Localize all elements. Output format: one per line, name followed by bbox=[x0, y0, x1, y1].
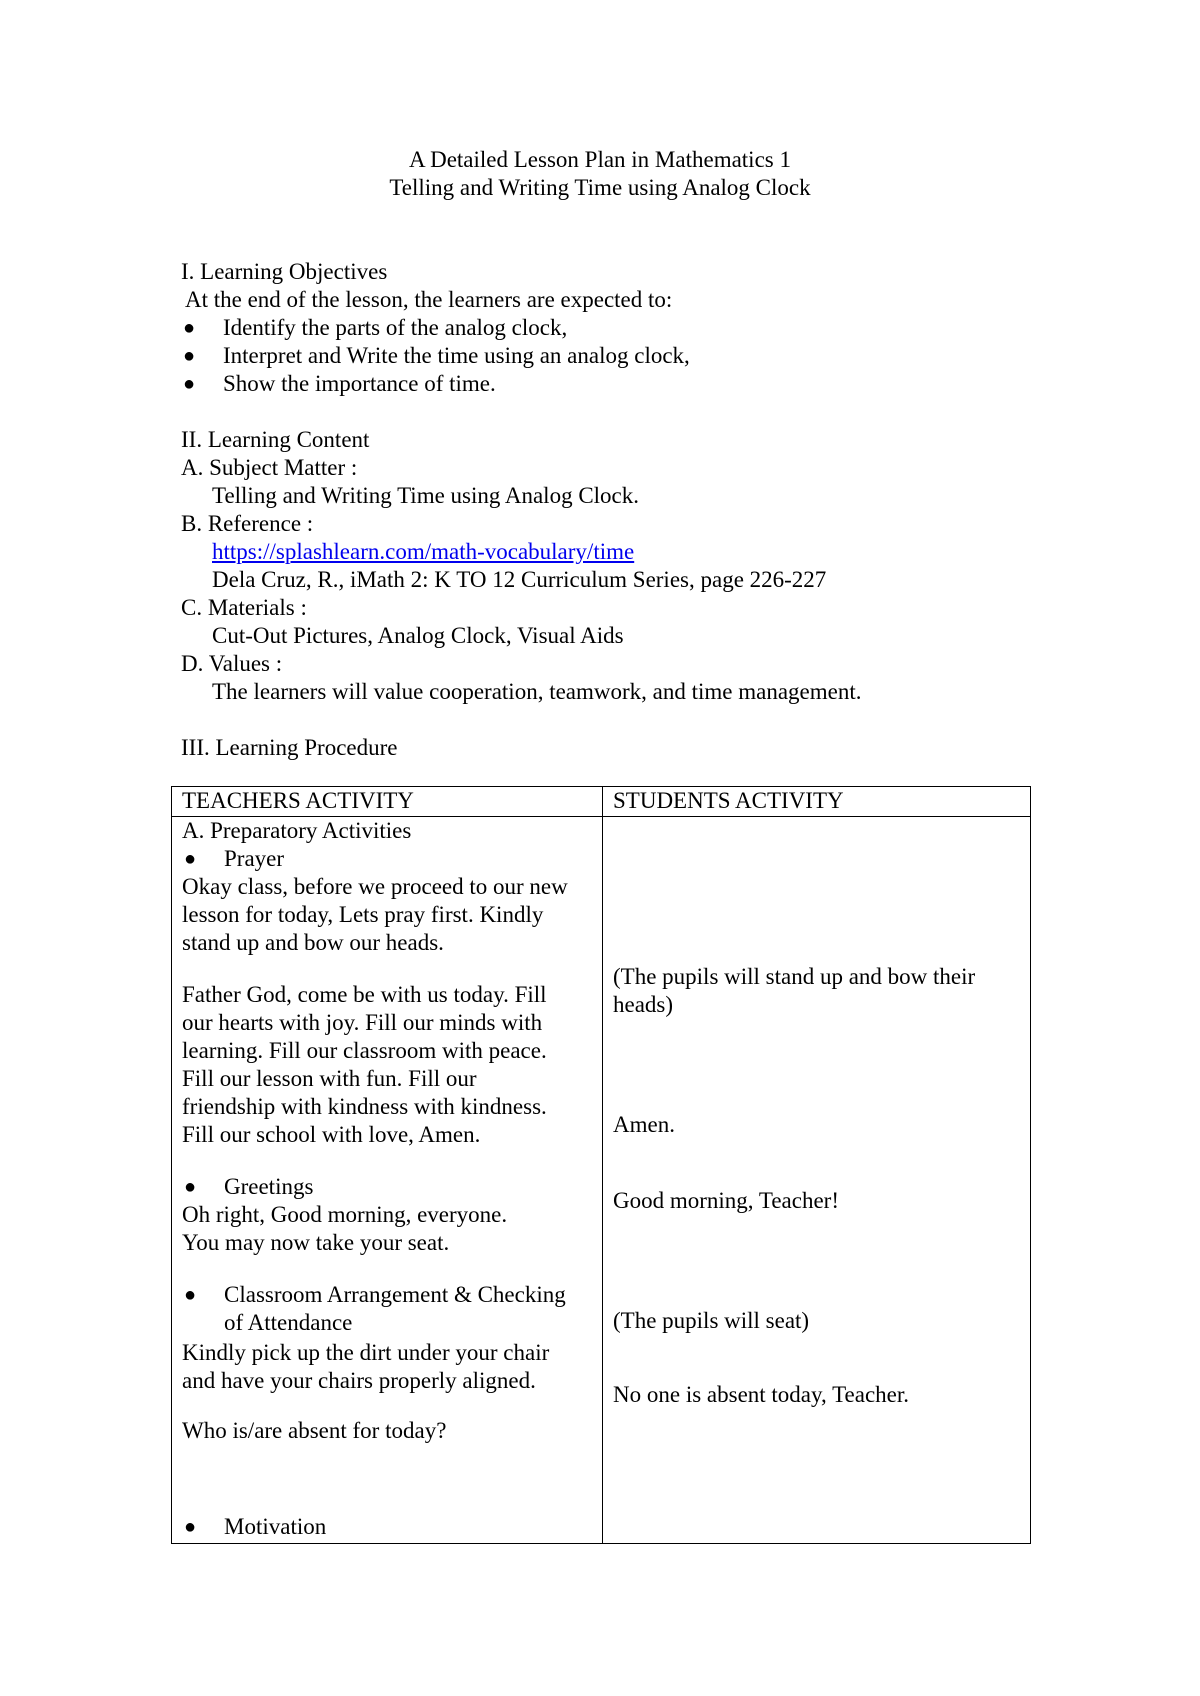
values-label: D. Values : bbox=[181, 651, 283, 676]
procedure-heading: III. Learning Procedure bbox=[181, 735, 398, 760]
student-good-morning: Good morning, Teacher! bbox=[613, 1188, 839, 1213]
subject-matter-value: Telling and Writing Time using Analog Clock. bbox=[212, 483, 640, 508]
prayer-text-line: Fill our school with love, Amen. bbox=[182, 1122, 481, 1147]
page-title: A Detailed Lesson Plan in Mathematics 1 bbox=[409, 147, 791, 172]
bullet-icon: ● bbox=[183, 373, 196, 395]
preparatory-heading: A. Preparatory Activities bbox=[182, 818, 412, 843]
content-heading: II. Learning Content bbox=[181, 427, 370, 452]
values-value: The learners will value cooperation, teamwork, and time management. bbox=[212, 679, 862, 704]
prayer-text-line: friendship with kindness with kindness. bbox=[182, 1094, 547, 1119]
bullet-icon: ● bbox=[183, 317, 196, 339]
student-stand-line: heads) bbox=[613, 992, 674, 1017]
reference-label: B. Reference : bbox=[181, 511, 314, 536]
bullet-icon: ● bbox=[184, 1284, 197, 1306]
prayer-text-line: Father God, come be with us today. Fill bbox=[182, 982, 547, 1007]
prayer-intro-line: Okay class, before we proceed to our new bbox=[182, 874, 568, 899]
student-seat: (The pupils will seat) bbox=[613, 1308, 810, 1333]
arrangement-text-line: and have your chairs properly aligned. bbox=[182, 1368, 536, 1393]
materials-value: Cut-Out Pictures, Analog Clock, Visual Aids bbox=[212, 623, 624, 648]
bullet-icon: ● bbox=[184, 848, 197, 870]
bullet-icon: ● bbox=[184, 1176, 197, 1198]
materials-label: C. Materials : bbox=[181, 595, 307, 620]
bullet-icon: ● bbox=[183, 345, 196, 367]
objectives-heading: I. Learning Objectives bbox=[181, 259, 388, 284]
arrangement-text-line: Kindly pick up the dirt under your chair bbox=[182, 1340, 550, 1365]
student-absent-answer: No one is absent today, Teacher. bbox=[613, 1382, 910, 1407]
student-column-header: STUDENTS ACTIVITY bbox=[613, 788, 844, 813]
column-divider bbox=[602, 787, 603, 1543]
greetings-text-line: You may now take your seat. bbox=[182, 1230, 450, 1255]
subject-matter-label: A. Subject Matter : bbox=[181, 455, 358, 480]
objectives-intro: At the end of the lesson, the learners are expected to: bbox=[185, 287, 673, 312]
procedure-table: TEACHERS ACTIVITY STUDENTS ACTIVITY A. Preparatory Activities ● Prayer Okay class, before we proceed to our new lesson for today, Lets pray first. Kindly stand up and bow our heads. Father God, come be with us today. Fill our hearts with joy. Fill our minds with learning. Fill our classroom with peace. Fill our lesson with fun. Fill our friendship with kindness with kindness. Fill our school with love, Amen. ● Greetings Oh right, Good morning, everyone. You may now take your seat. ● Classroom Arrangement & Checking of Attendance Kindly pick up the dirt under your chair and have your chairs properly aligned. Who is/are absent for today? ● Motivation (The pupils will stand up and bow their heads) Amen. Good morning, Teacher! (The pupils will seat) No one is absent today, Teacher. bbox=[171, 786, 1031, 1544]
student-amen: Amen. bbox=[613, 1112, 675, 1137]
arrangement-label-cont: of Attendance bbox=[224, 1310, 353, 1335]
teacher-column-header: TEACHERS ACTIVITY bbox=[182, 788, 414, 813]
page-subtitle: Telling and Writing Time using Analog Clock bbox=[389, 175, 811, 200]
prayer-text-line: Fill our lesson with fun. Fill our bbox=[182, 1066, 477, 1091]
prayer-text-line: our hearts with joy. Fill our minds with bbox=[182, 1010, 543, 1035]
reference-link[interactable]: https://splashlearn.com/math-vocabulary/time bbox=[212, 539, 635, 564]
absent-question: Who is/are absent for today? bbox=[182, 1418, 447, 1443]
bullet-icon: ● bbox=[184, 1516, 197, 1538]
prayer-intro-line: stand up and bow our heads. bbox=[182, 930, 444, 955]
reference-book: Dela Cruz, R., iMath 2: K TO 12 Curriculum Series, page 226-227 bbox=[212, 567, 827, 592]
prayer-text-line: learning. Fill our classroom with peace. bbox=[182, 1038, 547, 1063]
greetings-text-line: Oh right, Good morning, everyone. bbox=[182, 1202, 508, 1227]
prayer-intro-line: lesson for today, Lets pray first. Kindly bbox=[182, 902, 544, 927]
student-stand-line: (The pupils will stand up and bow their bbox=[613, 964, 976, 989]
